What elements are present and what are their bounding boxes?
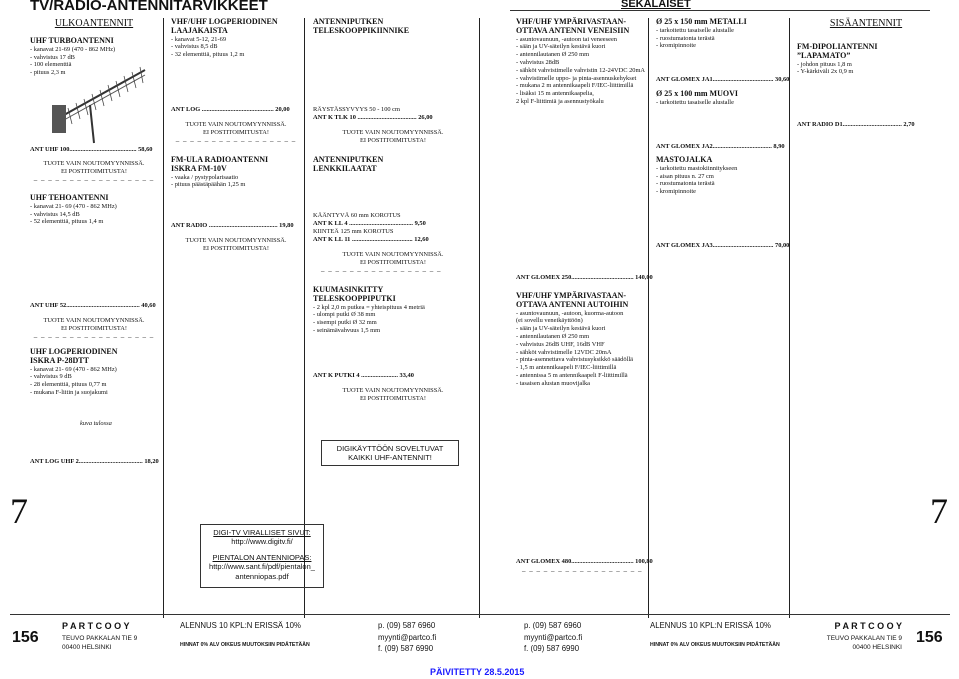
price-ant-glomex-ja1: ANT GLOMEX JA1...................................... 30,60 [656, 76, 790, 83]
dash-divider: – – – – – – – – – – – – – – – – – [321, 266, 442, 275]
vhf-autoihin-title: VHF/UHF YMPÄRIVASTAAN- [516, 291, 626, 300]
spec-line: - tarkoitettu tasaiselle alustalle [656, 26, 734, 34]
spec-line: - mukana F-liitin ja suojakumi [30, 389, 108, 397]
muovi-title: Ø 25 x 100 mm MUOVI [656, 89, 738, 98]
lenk-subtitle: LENKKILAATAT [313, 163, 377, 173]
price-ant-k-putki-4: ANT K PUTKI 4 ....................... 33,40 [313, 372, 414, 379]
delivery-note [30, 160, 158, 184]
dash-divider: – – – – – – – – – – – – – – – – – [522, 567, 643, 575]
note-line: TUOTE VAIN NOUTOMYYNNISSÄ. [342, 387, 444, 394]
uhf-teho-title: UHF TEHOANTENNI [30, 193, 109, 202]
column-divider [163, 18, 164, 618]
notice-line: KAIKKI UHF-ANTENNIT! [348, 453, 432, 463]
spec-line: - antennilautanen Ø 250 mm [516, 51, 590, 59]
kuuma-title: KUUMASINKITTY [313, 285, 384, 294]
spec-line: - aisan pituus n. 27 cm [656, 172, 714, 180]
uhf-teho-block [30, 194, 158, 226]
footer-contact-left [378, 620, 436, 655]
spec-line: - Y-kärkiväli 2x 0,9 m [797, 68, 854, 76]
spec-line: - ulompi putki Ø 38 mm [313, 311, 376, 319]
email-link[interactable]: myynti@partco.fi [378, 632, 437, 642]
ulkoantennit-heading: ULKOANTENNIT [54, 18, 134, 29]
mastojalka-title: MASTOJALKA [656, 155, 713, 164]
dash-divider: – – – – – – – – – – – – – – – – – [33, 175, 155, 184]
delivery-note [313, 387, 473, 403]
spec-line: - tasaisen alustan muovijalka [516, 379, 591, 387]
uhf-log-subtitle: ISKRA P-28DTT [30, 355, 89, 365]
spec-line: - johdon pituus 1,8 m [797, 60, 852, 68]
spec-line: - seinämävahvuus 1,5 mm [313, 327, 381, 335]
spec-line: - vahvistus 26dB UHF, 16dB VHF [516, 340, 605, 348]
sisaantennit-block [797, 18, 935, 76]
company-city: 00400 HELSINKI [62, 644, 112, 652]
price-ant-glomex-480: ANT GLOMEX 480....................................... 100,80 [516, 558, 653, 565]
email-link[interactable]: myynti@partco.fi [524, 632, 583, 642]
spec-line: - kromipinnoite [656, 188, 696, 196]
lenk-title: ANTENNIPUTKEN [313, 155, 384, 164]
spec-line: - pituus päästäpäähän 1,25 m [171, 181, 246, 189]
spec-line: - sisempi putki Ø 32 mm [313, 319, 377, 327]
delivery-note [313, 129, 473, 145]
uhf-turbo-title: UHF TURBOANTENNI [30, 36, 114, 45]
column-divider [479, 18, 480, 618]
price-ant-glomex-ja3: ANT GLOMEX JA3...................................... 70,00 [656, 242, 790, 249]
dash-divider: – – – – – – – – – – – – – – – – – [175, 136, 297, 145]
note-line: TUOTE VAIN NOUTOMYYNNISSÄ. [342, 251, 444, 258]
page-number-right: 156 [916, 629, 943, 646]
footer-rule [10, 614, 950, 615]
spec-line: - ruostumatonta terästä [656, 34, 715, 42]
spec-line: - lisäksi 15 m antennikaapelia, [516, 90, 594, 98]
note-line: TUOTE VAIN NOUTOMYYNNISSÄ. [342, 129, 444, 136]
spec-line: - 32 elementtiä, pituus 1,2 m [171, 51, 245, 59]
price-ant-radio: ANT RADIO ........................................... 19,80 [171, 222, 294, 229]
spec-line: - vahvistus 14,5 dB [30, 210, 80, 218]
note-line: EI POSTITOIMITUSTA! [360, 258, 426, 266]
spec-line: - kromipinnoite [656, 42, 696, 50]
note-line: TUOTE VAIN NOUTOMYYNNISSÄ. [43, 317, 145, 324]
spec-line: - 1,5 m antennikaapeli F/IEC-liittimillä [516, 364, 617, 372]
kuuma-subtitle: TELESKOOPPIPUTKI [313, 293, 396, 303]
chapter-number-left: 7 [10, 491, 28, 531]
link-digitv[interactable]: http://www.digitv.fi/ [231, 537, 293, 547]
link-antenniopas-cont[interactable]: antenniopas.pdf [235, 571, 289, 581]
delivery-note [171, 121, 301, 145]
note-line: EI POSTITOIMITUSTA! [203, 128, 269, 136]
column-divider [789, 18, 790, 618]
notice-line: DIGIKÄYTTÖÖN SOVELTUVAT [336, 444, 444, 453]
spec-line: - 28 elementtiä, pituus 0,77 m [30, 381, 107, 389]
vat-text: HINNAT 0% ALV OIKEUS MUUTOKSIIN PIDÄTETÄÄN [650, 641, 780, 648]
spec-line: - vahvistus 9 dB [30, 373, 72, 381]
link-heading: PIENTALON ANTENNIOPAS: [212, 552, 312, 562]
vhf-autoihin-subtitle: OTTAVA ANTENNI AUTOIHIN [516, 299, 629, 309]
link-heading: DIGI-TV VIRALLISET SIVUT: [213, 528, 311, 537]
price-ant-k-ll-11: ANT K LL 11 ...................................... 12,60 [313, 236, 429, 243]
discount-text: ALENNUS 10 KPL:N ERISSÄ 10% [650, 621, 771, 630]
mastojalka-block [656, 156, 786, 196]
spec-line: - kanavat 21- 69 (470 - 862 MHz) [30, 365, 117, 373]
price-ant-k-tlk-10: ANT K TLK 10 ..................................... 26,00 [313, 114, 433, 121]
section-title-sekalaiset: SEKALAISET [621, 0, 691, 10]
page-title: TV/RADIO-ANTENNITARVIKKEET [30, 0, 268, 14]
price-ant-log: ANT LOG ............................................. 20,00 [171, 106, 290, 113]
uhf-log-title: UHF LOGPERIODINEN [30, 347, 118, 356]
fm-dipoli-title: FM-DIPOLIANTENNI [797, 42, 878, 51]
spec-line: - kanavat 21- 69 (470 - 862 MHz) [30, 202, 117, 210]
company-street: TEUVO PAKKALAN TIE 9 [826, 634, 902, 642]
price-ant-radio-d1: ANT RADIO D1..................................... 2,70 [797, 121, 915, 128]
note-line: EI POSTITOIMITUSTA! [360, 136, 426, 144]
spec-line: - pinta-asennettava vahvistusyksikkö säädöllä [516, 356, 633, 364]
spec-line: - tarkoitettu mastokiinnitykseen [656, 164, 738, 172]
price-ant-uhf-52: ANT UHF 52.............................................. 40,60 [30, 302, 156, 309]
spec-line: - 52 elementtiä, pituus 1,4 m [30, 218, 104, 226]
vhf-veneisiin-title: VHF/UHF YMPÄRIVASTAAN- [516, 17, 626, 26]
note-line: EI POSTITOIMITUSTA! [203, 244, 269, 252]
fm-ula-subtitle: ISKRA FM-10V [171, 163, 227, 173]
spec-line: RÄYSTÄSSYVYYS 50 - 100 cm [313, 106, 400, 113]
note-line: EI POSTITOIMITUSTA! [61, 324, 127, 332]
discount-text: ALENNUS 10 KPL:N ERISSÄ 10% [180, 621, 301, 630]
fm-ula-title: FM-ULA RADIOANTENNI [171, 155, 269, 164]
vhf-log-block [171, 18, 301, 59]
spec-line: - vaaka / pystypolarisaatio [171, 173, 239, 181]
phone-text: p. (09) 587 6960 [378, 621, 436, 630]
lenk-block [313, 156, 473, 174]
header-rule [510, 10, 930, 11]
note-line: TUOTE VAIN NOUTOMYYNNISSÄ. [185, 237, 287, 244]
price-ant-log-uhf-2: ANT LOG UHF 2........................................ 18,20 [30, 458, 159, 465]
vat-text: HINNAT 0% ALV OIKEUS MUUTOKSIIN PIDÄTETÄÄN [180, 641, 310, 648]
spec-line: - pituus 2,3 m [30, 69, 66, 77]
fax-text: f. (09) 587 6990 [524, 644, 580, 654]
company-name: P A R T C O O Y [62, 621, 130, 631]
tele-subtitle: TELESKOOPPIKIINNIKE [313, 25, 410, 35]
uhf-turbo-antenna-image [50, 50, 150, 145]
price-ant-glomex-250: ANT GLOMEX 250....................................... 140,00 [516, 274, 653, 281]
company-name: P A R T C O O Y [834, 621, 902, 631]
footer-company-left [62, 620, 137, 653]
spec-line: - sähköt vahvistimelle 12VDC 20mA [516, 348, 612, 356]
metalli-block [656, 18, 786, 50]
vhf-veneisiin-subtitle: OTTAVA ANTENNI VENEISIIN [516, 25, 630, 35]
delivery-note [313, 251, 473, 275]
spec-line: - asuntovaunuun, -autoon tai veneeseen [516, 35, 617, 43]
spec-line: 2 kpl F-liittimiä ja asennustyökalu [516, 98, 604, 106]
fm-dipoli-subtitle: ”LAPAMATO” [797, 50, 851, 60]
spec-line: - vahvistimelle uppo- ja pinta-asennuskehykset [516, 74, 637, 82]
delivery-note [171, 237, 301, 253]
spec-line: - antennilautanen Ø 250 mm [516, 333, 590, 341]
spec-line: - vahvistus 17 dB [30, 53, 75, 61]
uhf-log-block [30, 348, 158, 397]
tele-block [313, 18, 473, 36]
vhf-autoihin-block [516, 292, 646, 388]
link-antenniopas[interactable]: http://www.sant.fi/pdf/pientalon_ [209, 562, 315, 572]
spec-line: - 100 elementtiä [30, 61, 72, 69]
sisaantennit-heading: SISÄANTENNIT [829, 18, 903, 29]
kuuma-block [313, 286, 478, 335]
spec-line: - vahvistus 28dB [516, 59, 560, 67]
price-ant-k-ll-4: ANT K LL 4 ........................................ 9,50 [313, 220, 426, 227]
vhf-veneisiin-block [516, 18, 646, 106]
spec-line: - tarkoitettu tasaiselle alustalle [656, 98, 734, 106]
note-line: TUOTE VAIN NOUTOMYYNNISSÄ. [185, 121, 287, 128]
tele-title: ANTENNIPUTKEN [313, 17, 384, 26]
note-line: TUOTE VAIN NOUTOMYYNNISSÄ. [43, 160, 145, 167]
vhf-log-title: VHF/UHF LOGPERIODINEN [171, 17, 278, 26]
chapter-number-right: 7 [930, 491, 948, 531]
spec-line: - ruostumatonta terästä [656, 180, 715, 188]
footer-contact-right [524, 620, 582, 655]
spec-line: - mukana 2 m antennikaapeli F/IEC-liittimillä [516, 82, 634, 90]
spec-line: - 2 kpl 2,0 m putkea = yhteispituus 4 metriä [313, 303, 425, 311]
metalli-title: Ø 25 x 150 mm METALLI [656, 17, 747, 26]
spec-line: - sään ja UV-säteilyn kestävä kuori [516, 43, 606, 51]
price-ant-uhf-100: ANT UHF 100.......................................... 58,60 [30, 146, 153, 153]
spec-line: KÄÄNTYVÄ 60 mm KOROTUS [313, 212, 401, 219]
page-number-left: 156 [12, 629, 39, 646]
spec-line: - antennissa 5 m antennikaapeli F-liittimillä [516, 372, 628, 380]
spec-line: - sähköt vahvistimelle vahvistin 12-24VDC 20mA [516, 66, 646, 74]
spec-line: - kanavat 21-69 (470 - 862 MHz) [30, 45, 116, 53]
spec-line: (ei sovellu veneikäyttöön) [516, 317, 583, 325]
footer-company-right [822, 620, 902, 653]
updated-date: PÄIVITETTY 28.5.2015 [430, 667, 525, 677]
fm-ula-block [171, 156, 301, 189]
column-divider [648, 18, 649, 618]
links-box [200, 524, 324, 588]
note-line: EI POSTITOIMITUSTA! [61, 167, 127, 175]
image-caption: kuva tulossa [80, 420, 112, 427]
delivery-note [30, 317, 158, 341]
footer-terms-left [180, 620, 310, 649]
price-ant-glomex-ja2: ANT GLOMEX JA2..................................... 8,90 [656, 143, 785, 150]
company-city: 00400 HELSINKI [852, 644, 902, 652]
spec-line: - vahvistus 8,5 dB [171, 43, 218, 51]
spec-line: - kanavat 5-12, 21-69 [171, 35, 227, 43]
spec-line: - asuntovaunuun, -autoon, kuorma-autoon [516, 309, 624, 317]
digi-notice-box [321, 440, 459, 466]
company-street: TEUVO PAKKALAN TIE 9 [62, 634, 138, 642]
muovi-block [656, 90, 786, 107]
footer-terms-right [650, 620, 780, 649]
spec-line: KIINTEÄ 125 mm KOROTUS [313, 228, 394, 235]
vhf-log-subtitle: LAAJAKAISTA [171, 25, 228, 35]
phone-text: p. (09) 587 6960 [524, 621, 582, 630]
note-line: EI POSTITOIMITUSTA! [360, 394, 426, 402]
dash-divider: – – – – – – – – – – – – – – – – – [33, 332, 155, 341]
spec-line: - sään ja UV-säteilyn kestävä kuori [516, 325, 606, 333]
fax-text: f. (09) 587 6990 [378, 644, 434, 654]
